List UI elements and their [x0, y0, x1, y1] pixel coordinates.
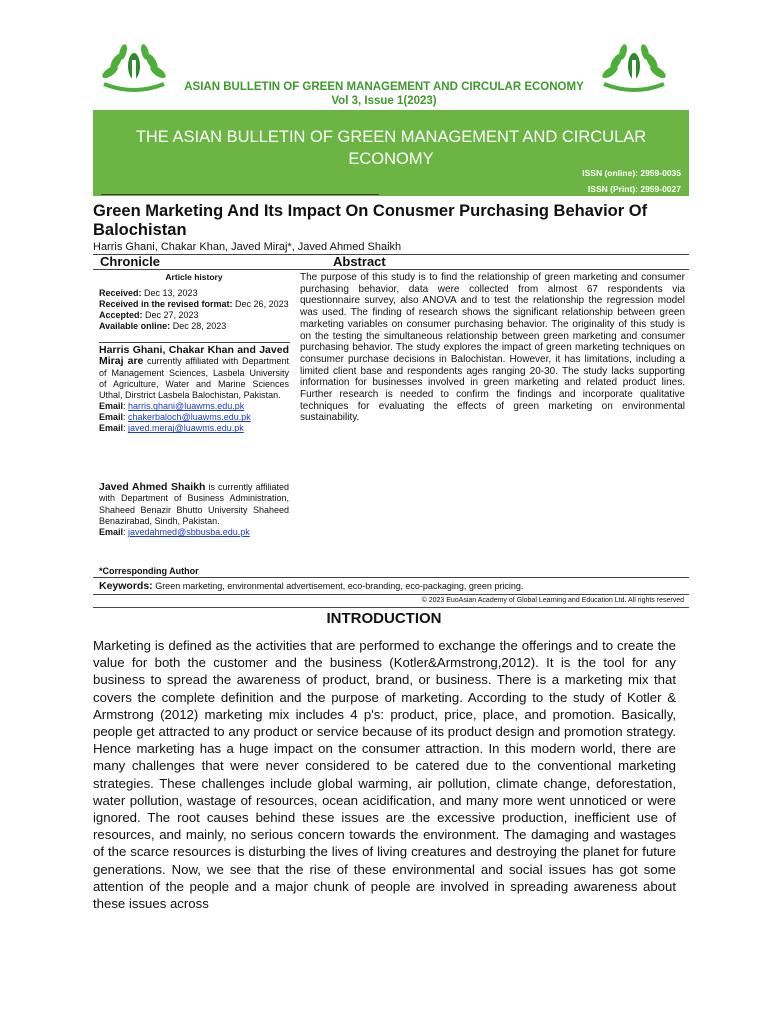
- divider-copyright: [93, 594, 689, 595]
- divider-heading: [93, 269, 689, 270]
- affiliation-block-1: [99, 345, 289, 434]
- introduction-text: Marketing is defined as the activities that are performed to exchange the offerings and to create the value for both the customer and the business (Kotler&Armstrong,2012). It is the tool for any business to spread the awareness of product, brand, or business. There is a marketing mix that covers the complete definition and the purpose of marketing. According to the study of Kotler & Armstrong (2012) marketing mix includes 4 p's: product, price, place, and promotion. Basically, people get attracted to any product or service because of its product design and promotion strategy. Hence marketing has a huge impact on the consumer attraction. In this modern world, there are many challenges that were never considered to be catered due to the conventional marketing strategies. These challenges include global warming, air pollution, climate change, deforestation, water pollution, wastage of resources, ocean acidification, and many more went unnoticed or were ignored. The root causes behind these issues are the excessive production, inefficient use of resources, and mainly, no serious concern towards the environment. The damaging and wastages of the scarce resources is disturbing the lives of living creatures and destroying the planet for future generations. Now, we see that the rise of these environmental and social issues has got some attention of the people and a major chunk of people are involved in spreading awareness about these issues across: [93, 638, 676, 912]
- affiliation-block-2: [99, 482, 289, 538]
- affiliation-2: Javed Ahmed Shaikh is currently affiliated with Department of Business Administration, Shaheed Benazir Bhutto University Shaheed Benazirabad, Sindh, Pakistan.: [99, 481, 289, 526]
- divider-history: [99, 342, 290, 343]
- email-row: Email: harris.ghani@luawms.edu.pk: [99, 401, 245, 412]
- article-history: [99, 272, 289, 332]
- received-date: Received: Dec 13, 2023: [99, 288, 198, 298]
- history-title: Article history: [165, 272, 223, 282]
- journal-name: ASIAN BULLETIN OF GREEN MANAGEMENT AND CIRCULAR ECONOMY: [184, 81, 584, 93]
- banner-title: THE ASIAN BULLETIN OF GREEN MANAGEMENT AND CIRCULAR ECONOMY: [135, 128, 647, 168]
- banner-divider: [101, 194, 379, 195]
- email-link[interactable]: javedahmed@sbbusba.edu.pk: [128, 527, 250, 538]
- copyright-notice: © 2023 EuoAsian Academy of Global Learning and Education Ltd. All rights reserved: [421, 597, 684, 604]
- accepted-date: Accepted: Dec 27, 2023: [99, 310, 199, 320]
- affiliation-1: Harris Ghani, Chakar Khan and Javed Miraj are currently affiliated with Department of Management Sciences, Lasbela University of Agriculture, Water and Marine Sciences Uthal, Dirstrict Lasbela Balochistan, Pakistan.: [99, 344, 289, 401]
- online-date: Available online: Dec 28, 2023: [99, 321, 227, 331]
- divider-top: [93, 254, 689, 255]
- email-link[interactable]: javed.meraj@luawms.edu.pk: [128, 423, 244, 434]
- author-list: Harris Ghani, Chakar Khan, Javed Miraj*, Javed Ahmed Shaikh: [93, 241, 402, 253]
- introduction-heading: INTRODUCTION: [326, 610, 442, 627]
- email-link[interactable]: chakerbaloch@luawms.edu.pk: [128, 412, 251, 423]
- email-row: Email: javed.meraj@luawms.edu.pk: [99, 423, 244, 434]
- issn-print: ISSN (Print): 2959-0027: [587, 184, 681, 194]
- revised-date: Received in the revised format: Dec 26, 2023: [99, 299, 289, 309]
- volume-issue: Vol 3, Issue 1(2023): [331, 95, 437, 107]
- abstract-text: The purpose of this study is to find the relationship of green marketing and consumer purchasing behavior, data were collected from almost 67 respondents via questionnaire survey, also ANOVA and to test the relationship the regression model was used. The finding of research shows the significant relationship between green marketing variables on consumer purchasing behavior. The originality of this study is on the testing the simultaneous relationship between green marketing and consumer purchasing behavior. The study explores the impact of green marketing techniques on consumer purchase decisions in Balochistan. However, it has limitations, including a limited client base and respondents ages ranging 20-30. The study lacks supporting information for businesses involved in green marketing and related product lines. Further research is needed to confirm the findings and incorporate qualitative techniques for evaluating the effects of green marketing on environmental sustainability.: [300, 272, 685, 424]
- corresponding-author: *Corresponding Author: [99, 566, 199, 576]
- chronicle-heading: Chronicle: [100, 254, 160, 269]
- keywords: Keywords: Green marketing, environmental advertisement, eco-branding, eco-packaging, green pricing.: [99, 580, 524, 592]
- abstract-heading: Abstract: [333, 254, 386, 269]
- email-link[interactable]: harris.ghani@luawms.edu.pk: [128, 401, 245, 412]
- divider-intro: [93, 607, 689, 608]
- email-row: Email: javedahmed@sbbusba.edu.pk: [99, 527, 250, 538]
- email-row: Email: chakerbaloch@luawms.edu.pk: [99, 412, 251, 423]
- journal-header: [160, 80, 608, 108]
- journal-banner: [93, 110, 689, 196]
- divider-keywords: [93, 577, 689, 578]
- issn-online: ISSN (online): 2959-0035: [582, 168, 681, 178]
- paper-title: Green Marketing And Its Impact On Conusmer Purchasing Behavior Of Balochistan: [93, 202, 648, 239]
